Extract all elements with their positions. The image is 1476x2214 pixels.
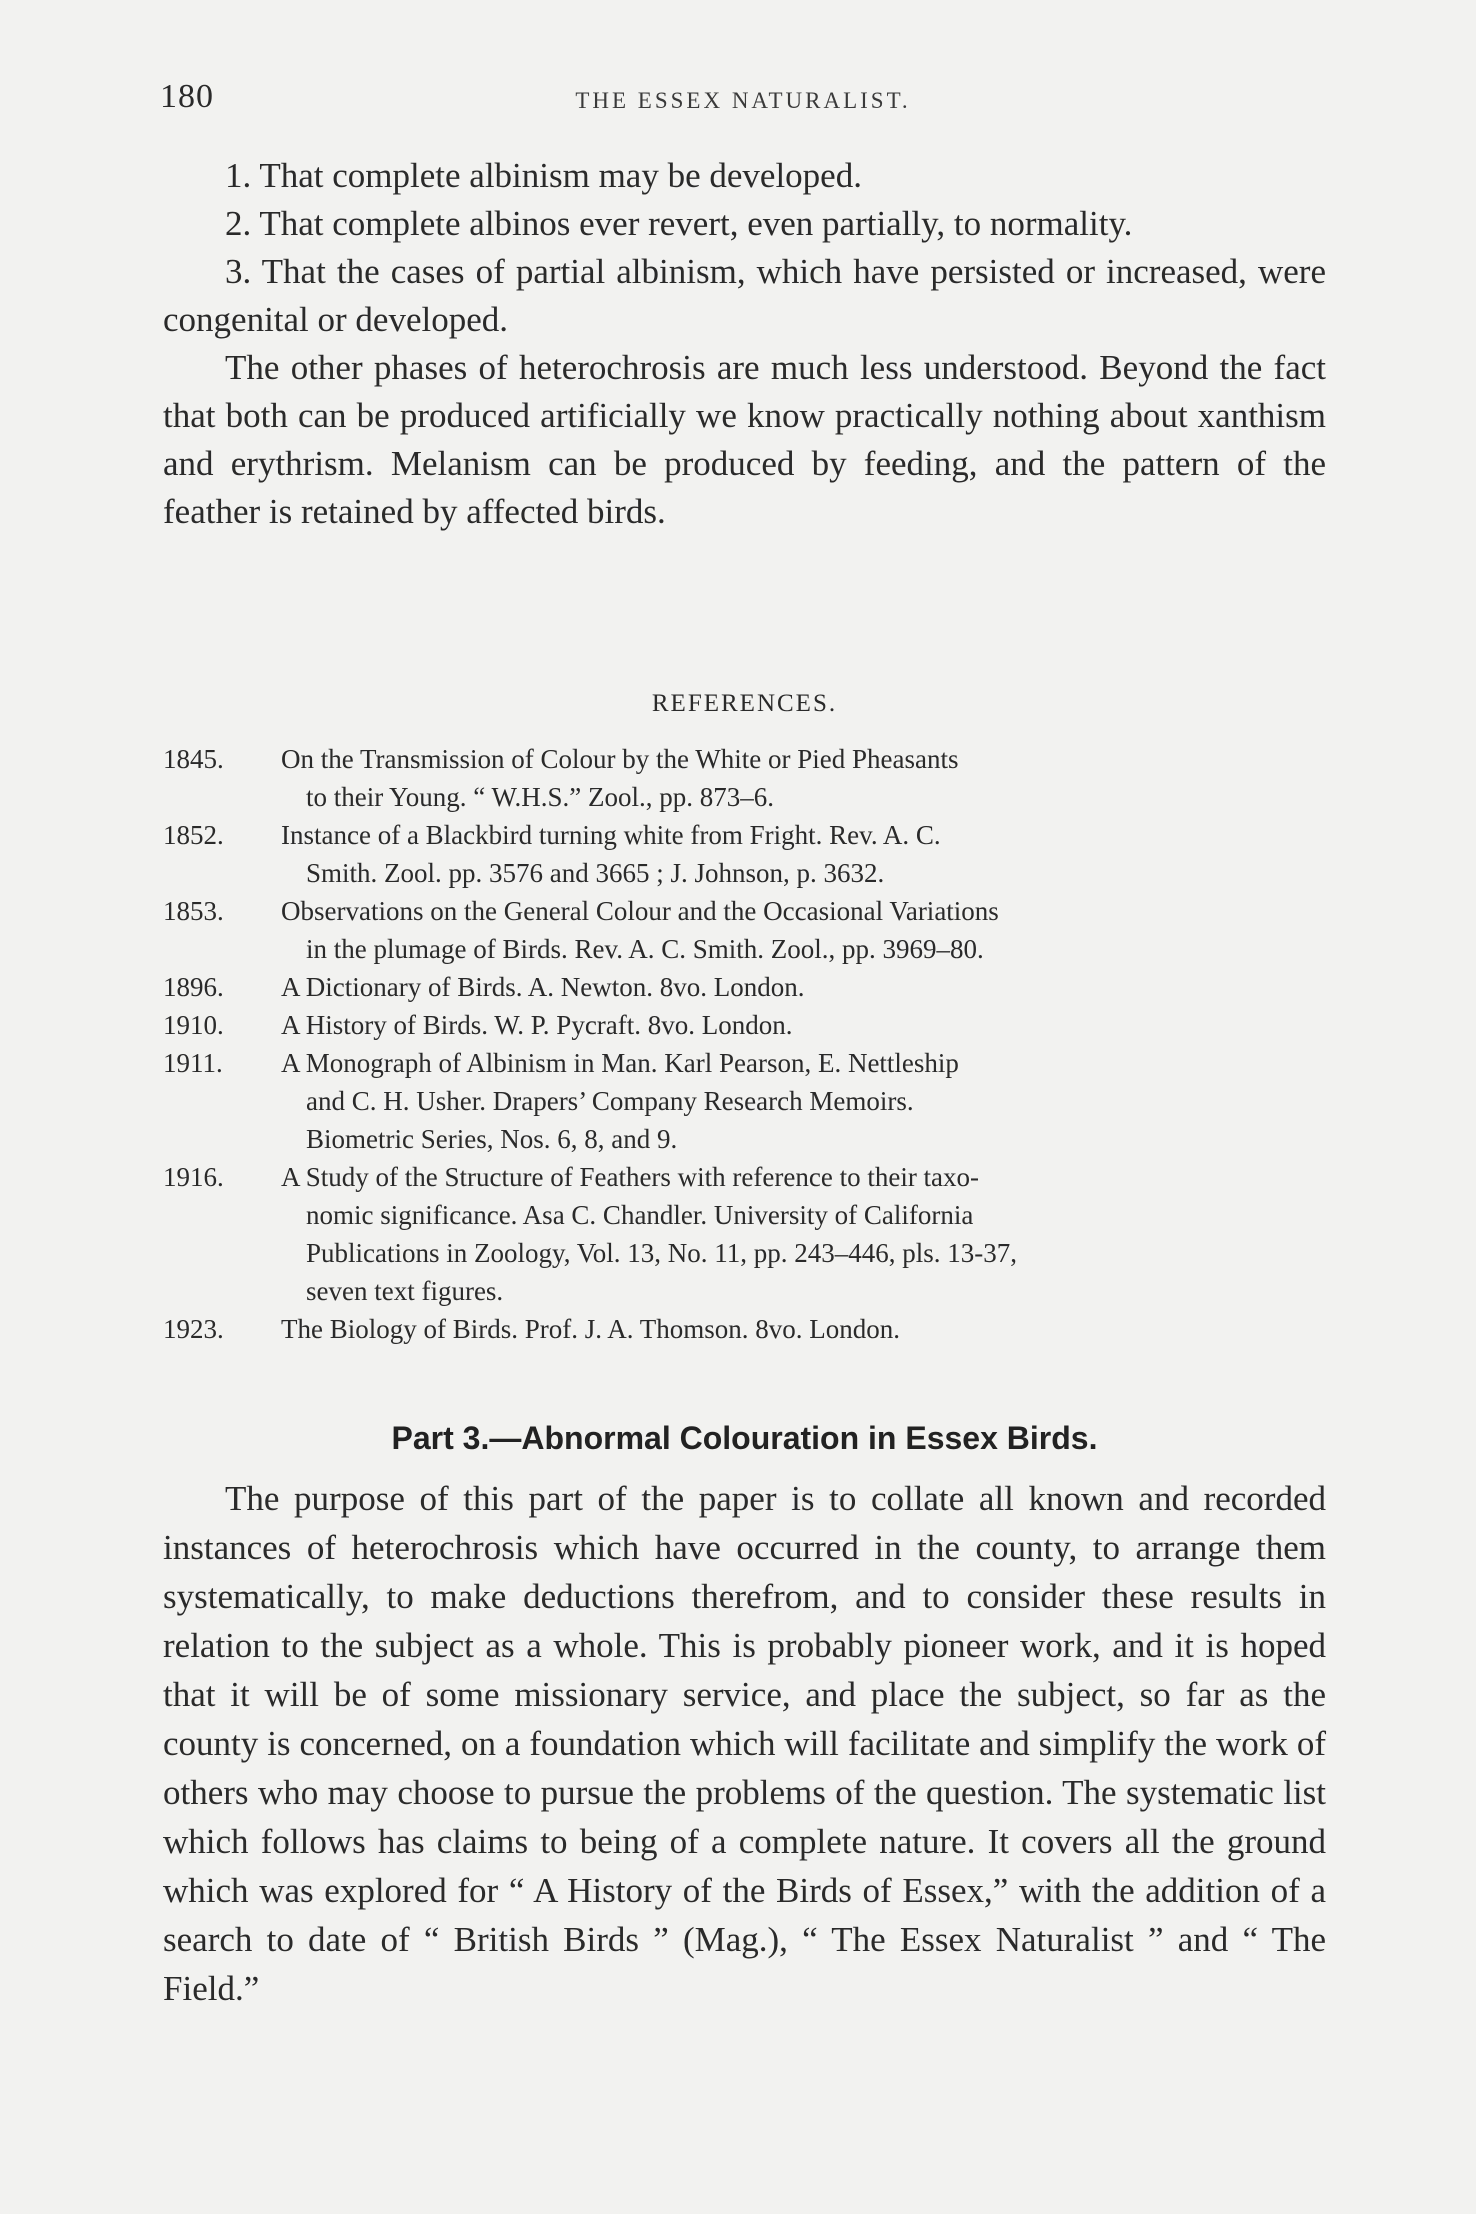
reference-year: 1923. [163, 1314, 224, 1344]
reference-year: 1911. [163, 1048, 223, 1078]
page-header [160, 78, 1326, 128]
reference-year: 1916. [163, 1162, 224, 1192]
conclusion-1: 1. That complete albinism may be developed. [225, 156, 862, 195]
reference-item [163, 892, 1326, 968]
reference-item [163, 1310, 1326, 1348]
section-heading: Part 3.—Abnormal Colouration in Essex Birds. [391, 1420, 1098, 1456]
reference-year: 1845. [163, 744, 224, 774]
reference-text: A Monograph of Albinism in Man. Karl Pearson, E. Nettleship and C. H. Usher. Drapers’ Company Research Memoirs. Biometric Series, Nos. 6, 8, and 9. [281, 1048, 959, 1154]
reference-text: On the Transmission of Colour by the White or Pied Pheasants to their Young. “ W.H.S.” Zool., pp. 873–6. [281, 744, 959, 812]
references-heading: REFERENCES. [651, 690, 838, 717]
reference-year: 1910. [163, 1010, 224, 1040]
reference-text: A History of Birds. W. P. Pycraft. 8vo. London. [281, 1010, 793, 1040]
reference-item [163, 740, 1326, 816]
reference-item [163, 816, 1326, 892]
reference-item [163, 968, 1326, 1006]
reference-text: Observations on the General Colour and the Occasional Variations in the plumage of Birds. Rev. A. C. Smith. Zool., pp. 3969–80. [281, 896, 999, 964]
running-head: THE ESSEX NATURALIST. [575, 88, 911, 113]
reference-text: A Dictionary of Birds. A. Newton. 8vo. London. [281, 972, 805, 1002]
reference-text: The Biology of Birds. Prof. J. A. Thomson. 8vo. London. [281, 1314, 901, 1344]
reference-item [163, 1044, 1326, 1158]
conclusion-3: 3. That the cases of partial albinism, which have persisted or increased, were congenital or developed. [163, 252, 1326, 339]
page-number: 180 [160, 78, 214, 115]
conclusion-2: 2. That complete albinos ever revert, even partially, to normality. [225, 204, 1133, 243]
reference-year: 1852. [163, 820, 224, 850]
heterochrosis-paragraph: The other phases of heterochrosis are much less understood. Beyond the fact that both can be produced artificially we know practically nothing about xanthism and erythrism. Melanism can be produced by feeding, and the pattern of the feather is retained by affected birds. [163, 348, 1326, 531]
references-list [163, 740, 1326, 1348]
reference-year: 1896. [163, 972, 224, 1002]
reference-year: 1853. [163, 896, 224, 926]
reference-text: Instance of a Blackbird turning white from Fright. Rev. A. C. Smith. Zool. pp. 3576 and 3665 ; J. Johnson, p. 3632. [281, 820, 941, 888]
reference-text: A Study of the Structure of Feathers with reference to their taxo- nomic significance. Asa C. Chandler. University of California Publications in Zoology, Vol. 13, No. 11, pp. 243–446, pls. 13-37, seven text figures. [281, 1162, 1018, 1306]
reference-item [163, 1158, 1326, 1310]
body-paragraph: The purpose of this part of the paper is to collate all known and recorded instances of heterochrosis which have occurred in the county, to arrange them systematically, to make deductions therefrom, and to consider these results in relation to the subject as a whole. This is probably pioneer work, and it is hoped that it will be of some missionary service, and place the subject, so far as the county is concerned, on a foundation which will facilitate and simplify the work of others who may choose to pursue the problems of the question. The systematic list which follows has claims to being of a complete nature. It covers all the ground which was explored for “ A History of the Birds of Essex,” with the addition of a search to date of “ British Birds ” (Mag.), “ The Essex Naturalist ” and “ The Field.” [163, 1479, 1326, 2008]
lead-section [163, 152, 1326, 536]
reference-item [163, 1006, 1326, 1044]
